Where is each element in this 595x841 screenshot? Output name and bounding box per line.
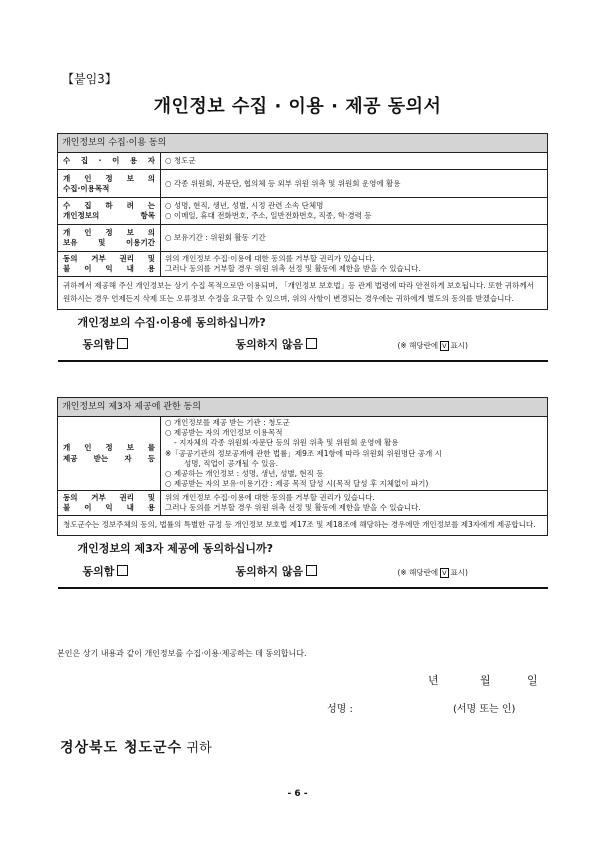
section2-disagree[interactable]: 동의하지 않음 xyxy=(236,565,318,580)
recipient-details: ○ 개인정보를 제공 받는 기관 : 청도군 ○ 제공받는 자의 개인정보 이용목적 - 지자체의 각종 위원회·자문단 등의 위원 위촉 및 위원회 운영에 활용 ※「공공기관의 정보공개에 관한 법률」제9조 제1항에 따라 위원회 위원명단 공개 시 성명, 직업이 공개될 수 있음. ○ 제공하는 개인정보 : 성명, 생년, 성별, 현직 등 ○ 제공받는 자의 보유·이용기간 : 제공 목적 달성 시(목적 달성 후 지체없이 파기) xyxy=(161,417,548,491)
section1-agree[interactable]: 동의함 xyxy=(83,338,129,353)
section1-disagree[interactable]: 동의하지 않음 xyxy=(236,338,318,353)
section1-question-area xyxy=(58,309,548,361)
section2-disagree-checkbox[interactable] xyxy=(306,565,317,576)
form-title: 개인정보 수집 · 이용 · 제공 동의서 xyxy=(153,96,442,117)
section1-header: 개인정보의 수집·이용 동의 xyxy=(58,134,548,153)
row-collector-label: 수 집 · 이 용 자 xyxy=(58,153,161,170)
section2-refusal-value: 위의 개인정보 수집·이용에 대한 동의를 거부할 권리가 있습니다. 그러나 동의를 거부할 경우 위원 위촉 선정 및 활동에 제한을 받을 수 있습니다. xyxy=(161,491,548,516)
section2-question-area xyxy=(58,535,548,587)
section1-notice: 귀하께서 제공해 주신 개인정보는 상기 수집 목적으로만 이용되며, 「개인정보 보호법」등 관계 법령에 따라 안전하게 보호됩니다. 또한 귀하께서 원하시는 경우 언제든지 삭제 또는 오류정보 수정을 요구할 수 있으며, 위의 사항이 변경되는 경우에는 귀하에게 별도의 동의를 받겠습니다. xyxy=(58,277,548,310)
row-collector-value: ○ 청도군 xyxy=(161,153,548,170)
annex-label: 【붙임3】 xyxy=(62,72,117,86)
section1-question: 개인정보의 수집·이용에 동의하십니까? xyxy=(77,315,266,329)
row-items-label: 수 집 하 려 는 개인정보의 항목 xyxy=(58,198,161,225)
date-day: 일 xyxy=(527,674,538,687)
section2-refusal-label: 동의 거부 권리 및 불 이 익 내 용 xyxy=(58,491,161,516)
section2-agree-checkbox[interactable] xyxy=(117,565,128,576)
signature-hint: (서명 또는 인) xyxy=(453,704,516,715)
row-refusal-label: 동의 거부 권리 및 불 이 익 내 용 xyxy=(58,252,161,277)
section1-agree-checkbox[interactable] xyxy=(117,338,128,349)
section2-notice: 청도군수는 정보주체의 동의, 법률의 특별한 규정 등 개인정보 보호법 제17조 및 제18조에 해당하는 경우에만 개인정보를 제3자에게 제공합니다. xyxy=(58,516,548,536)
section2-question: 개인정보의 제3자 제공에 동의하십니까? xyxy=(77,541,274,555)
row-purpose-label: 개 인 정 보 의 수집·이용목적 xyxy=(58,170,161,198)
row-items-value: ○ 성명, 현직, 생년, 성별, 시정 관련 소속 단체명 ○ 이메일, 휴대 전화번호, 주소, 일반전화번호, 직종, 학·경력 등 xyxy=(161,198,548,225)
addressee: 경상북도 청도군수 귀하 xyxy=(60,740,212,756)
section2-agree[interactable]: 동의함 xyxy=(83,565,129,580)
consent-statement: 본인은 상기 내용과 같이 개인정보를 수집·이용·제공하는 데 동의합니다. xyxy=(57,649,307,658)
section1-disagree-checkbox[interactable] xyxy=(306,338,317,349)
recipient-label: 개 인 정 보 를 제공 받는 자 등 xyxy=(58,417,161,491)
section2-check-note: (※ 해당란에 V 표시) xyxy=(397,567,468,577)
signature-label: 성명 : xyxy=(327,704,353,715)
section2-header: 개인정보의 제3자 제공에 관한 동의 xyxy=(58,398,548,417)
date-month: 월 xyxy=(480,674,491,687)
date-year: 년 xyxy=(428,674,439,687)
third-party-consent-table xyxy=(57,397,548,589)
row-period-value: ○ 보유기간 : 위원회 활동 기간 xyxy=(161,225,548,252)
row-purpose-value: ○ 각종 위원회, 자문단, 협의체 등 외부 위원 위촉 및 위원회 운영에 활용 xyxy=(161,170,548,198)
row-refusal-value: 위의 개인정보 수집·이용에 대한 동의를 거부할 권리가 있습니다. 그러나 동의를 거부할 경우 위원 위촉 선정 및 활동에 제한을 받을 수 있습니다. xyxy=(161,252,548,277)
page-number: - 6 - xyxy=(287,789,308,799)
collection-consent-table xyxy=(57,133,548,362)
row-period-label: 개 인 정 보 의 보유 및 이용기간 xyxy=(58,225,161,252)
section1-check-note: (※ 해당란에 V 표시) xyxy=(397,341,468,351)
